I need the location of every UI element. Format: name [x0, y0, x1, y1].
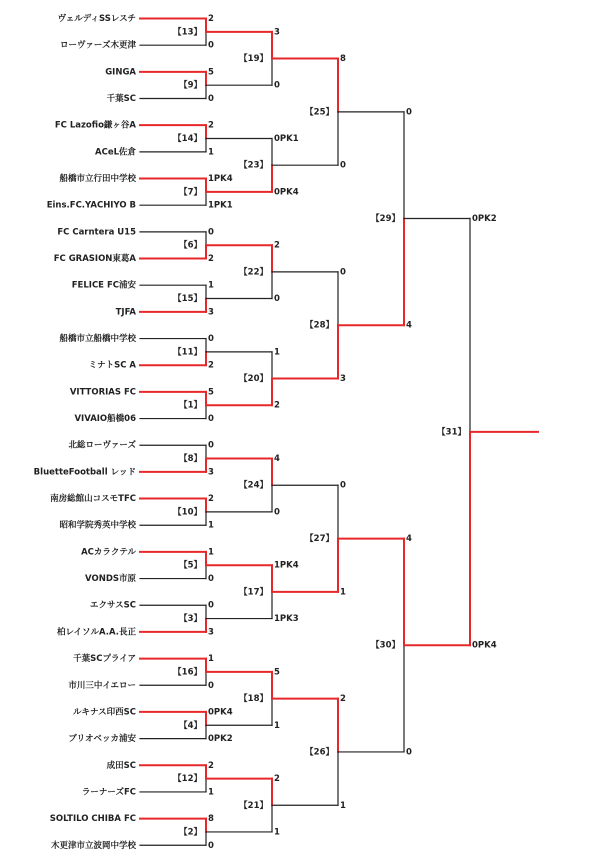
team-name: 木更津市立波岡中学校	[50, 840, 136, 851]
match-number: 【23】	[239, 160, 268, 171]
team-name: ルキナス印西SC	[72, 707, 136, 718]
match-number: 【4】	[179, 720, 202, 731]
score-label: 0	[208, 840, 214, 851]
match-number: 【31】	[437, 427, 466, 438]
team-name: ミナトSC A	[88, 360, 136, 371]
score-label: 1	[208, 147, 214, 158]
score-label: 1	[208, 654, 214, 665]
team-name: 千葉SCプライア	[73, 654, 136, 665]
team-name: FC Carntera U15	[57, 227, 136, 238]
team-name: VITTORIAS FC	[69, 387, 136, 398]
team-name: 船橋市立行田中学校	[59, 174, 136, 185]
score-label: 0	[208, 574, 214, 585]
score-label: 1	[340, 587, 346, 598]
score-label: 1	[274, 720, 280, 731]
match-number: 【6】	[179, 240, 202, 251]
match-number: 【14】	[173, 134, 202, 145]
score-label: 0PK4	[274, 187, 299, 198]
score-label: 0	[340, 480, 346, 491]
team-name: VIVAIO船橋06	[74, 414, 136, 425]
score-label: 5	[208, 387, 214, 398]
match-number: 【8】	[179, 454, 202, 465]
score-label: 0PK1	[274, 134, 299, 145]
score-label: 1	[274, 347, 280, 358]
team-name: SOLTILO CHIBA FC	[49, 814, 136, 825]
match-number: 【27】	[305, 534, 334, 545]
score-label: 0	[340, 160, 346, 171]
team-name: エクサスSC	[89, 600, 136, 611]
team-name: FC Lazofio鎌ヶ谷A	[54, 120, 136, 131]
team-name: FELICE FC浦安	[71, 280, 136, 291]
score-label: 0	[274, 507, 280, 518]
score-label: 8	[208, 814, 214, 825]
score-label: 1PK4	[208, 174, 233, 185]
team-name: ACカラクテル	[81, 547, 136, 558]
match-number: 【16】	[173, 667, 202, 678]
match-number: 【3】	[179, 614, 202, 625]
team-name: 成田SC	[106, 760, 136, 771]
score-label: 2	[208, 360, 214, 371]
match-number: 【2】	[179, 827, 202, 838]
match-number: 【7】	[179, 187, 202, 198]
team-name: TJFA	[115, 307, 136, 318]
score-label: 0	[406, 747, 412, 758]
score-label: 0	[208, 94, 214, 105]
match-number: 【26】	[305, 747, 334, 758]
score-label: 4	[274, 454, 280, 465]
score-label: 1	[340, 800, 346, 811]
match-number: 【20】	[239, 374, 268, 385]
team-name: FC GRASION東葛A	[53, 254, 136, 265]
match-number: 【12】	[173, 774, 202, 785]
match-number: 【11】	[173, 347, 202, 358]
score-label: 2	[208, 14, 214, 24]
score-label: 2	[208, 494, 214, 505]
score-label: 4	[406, 320, 412, 331]
score-label: 5	[208, 67, 214, 78]
match-number: 【18】	[239, 694, 268, 705]
score-label: 2	[274, 774, 280, 785]
match-number: 【25】	[305, 107, 334, 118]
match-number: 【28】	[305, 320, 334, 331]
score-label: 0	[208, 334, 214, 345]
score-label: 2	[208, 254, 214, 265]
team-name: GINGA	[105, 67, 136, 78]
match-number: 【21】	[239, 800, 268, 811]
score-label: 1	[274, 827, 280, 838]
score-label: 0	[274, 294, 280, 305]
team-name: BluetteFootball レッド	[33, 467, 136, 478]
team-name: 柏レイソルA.A.長正	[56, 627, 136, 638]
score-label: 0	[406, 107, 412, 118]
match-number: 【1】	[179, 400, 202, 411]
score-label: 3	[208, 467, 214, 478]
score-label: 0	[208, 680, 214, 691]
score-label: 0	[340, 267, 346, 278]
match-number: 【17】	[239, 587, 268, 598]
match-number: 【30】	[371, 640, 400, 651]
score-label: 1PK4	[274, 560, 299, 571]
score-label: 0PK4	[208, 707, 233, 718]
score-label: 2	[208, 120, 214, 131]
match-number: 【5】	[179, 560, 202, 571]
score-label: 1	[208, 547, 214, 558]
match-number: 【22】	[239, 267, 268, 278]
team-name: 千葉SC	[106, 94, 136, 105]
team-name: 市川三中イエロー	[68, 680, 136, 691]
score-label: 2	[208, 760, 214, 771]
team-name: ACeL佐倉	[95, 147, 136, 158]
match-number: 【19】	[239, 54, 268, 65]
score-label: 3	[340, 374, 346, 385]
score-label: 1PK3	[274, 614, 299, 625]
score-label: 0PK2	[472, 214, 497, 225]
score-label: 0	[208, 414, 214, 425]
team-name: ヴェルディSSレスチ	[57, 14, 136, 24]
match-number: 【13】	[173, 27, 202, 38]
score-label: 4	[406, 534, 412, 545]
score-label: 1	[208, 787, 214, 798]
score-label: 1	[208, 520, 214, 531]
score-label: 5	[274, 667, 280, 678]
score-label: 3	[208, 307, 214, 318]
team-name: 南房総館山コスモTFC	[50, 494, 136, 505]
score-label: 8	[340, 54, 346, 65]
match-number: 【10】	[173, 507, 202, 518]
team-name: Eins.FC.YACHIYO B	[46, 200, 136, 211]
score-label: 1	[208, 280, 214, 291]
score-label: 0	[274, 80, 280, 91]
score-label: 3	[208, 627, 214, 638]
team-name: VONDS市原	[85, 574, 136, 585]
score-label: 2	[340, 694, 346, 705]
score-label: 0	[208, 440, 214, 451]
score-label: 0PK2	[208, 734, 233, 745]
score-label: 0	[208, 40, 214, 51]
match-number: 【15】	[173, 294, 202, 305]
team-name: ラーナーズFC	[81, 787, 136, 798]
team-name: ブリオベッカ浦安	[68, 734, 136, 745]
score-label: 2	[274, 240, 280, 251]
team-name: 昭和学院秀英中学校	[59, 520, 136, 531]
match-number: 【9】	[179, 80, 202, 91]
score-label: 3	[274, 27, 280, 38]
team-name: 船橋市立船橋中学校	[59, 334, 136, 345]
match-number: 【24】	[239, 480, 268, 491]
score-label: 2	[274, 400, 280, 411]
score-label: 1PK1	[208, 200, 233, 211]
team-name: 北総ローヴァーズ	[68, 440, 136, 451]
team-name: ローヴァーズ木更津	[60, 40, 136, 51]
match-number: 【29】	[371, 214, 400, 225]
score-label: 0	[208, 227, 214, 238]
score-label: 0	[208, 600, 214, 611]
score-label: 0PK4	[472, 640, 497, 651]
